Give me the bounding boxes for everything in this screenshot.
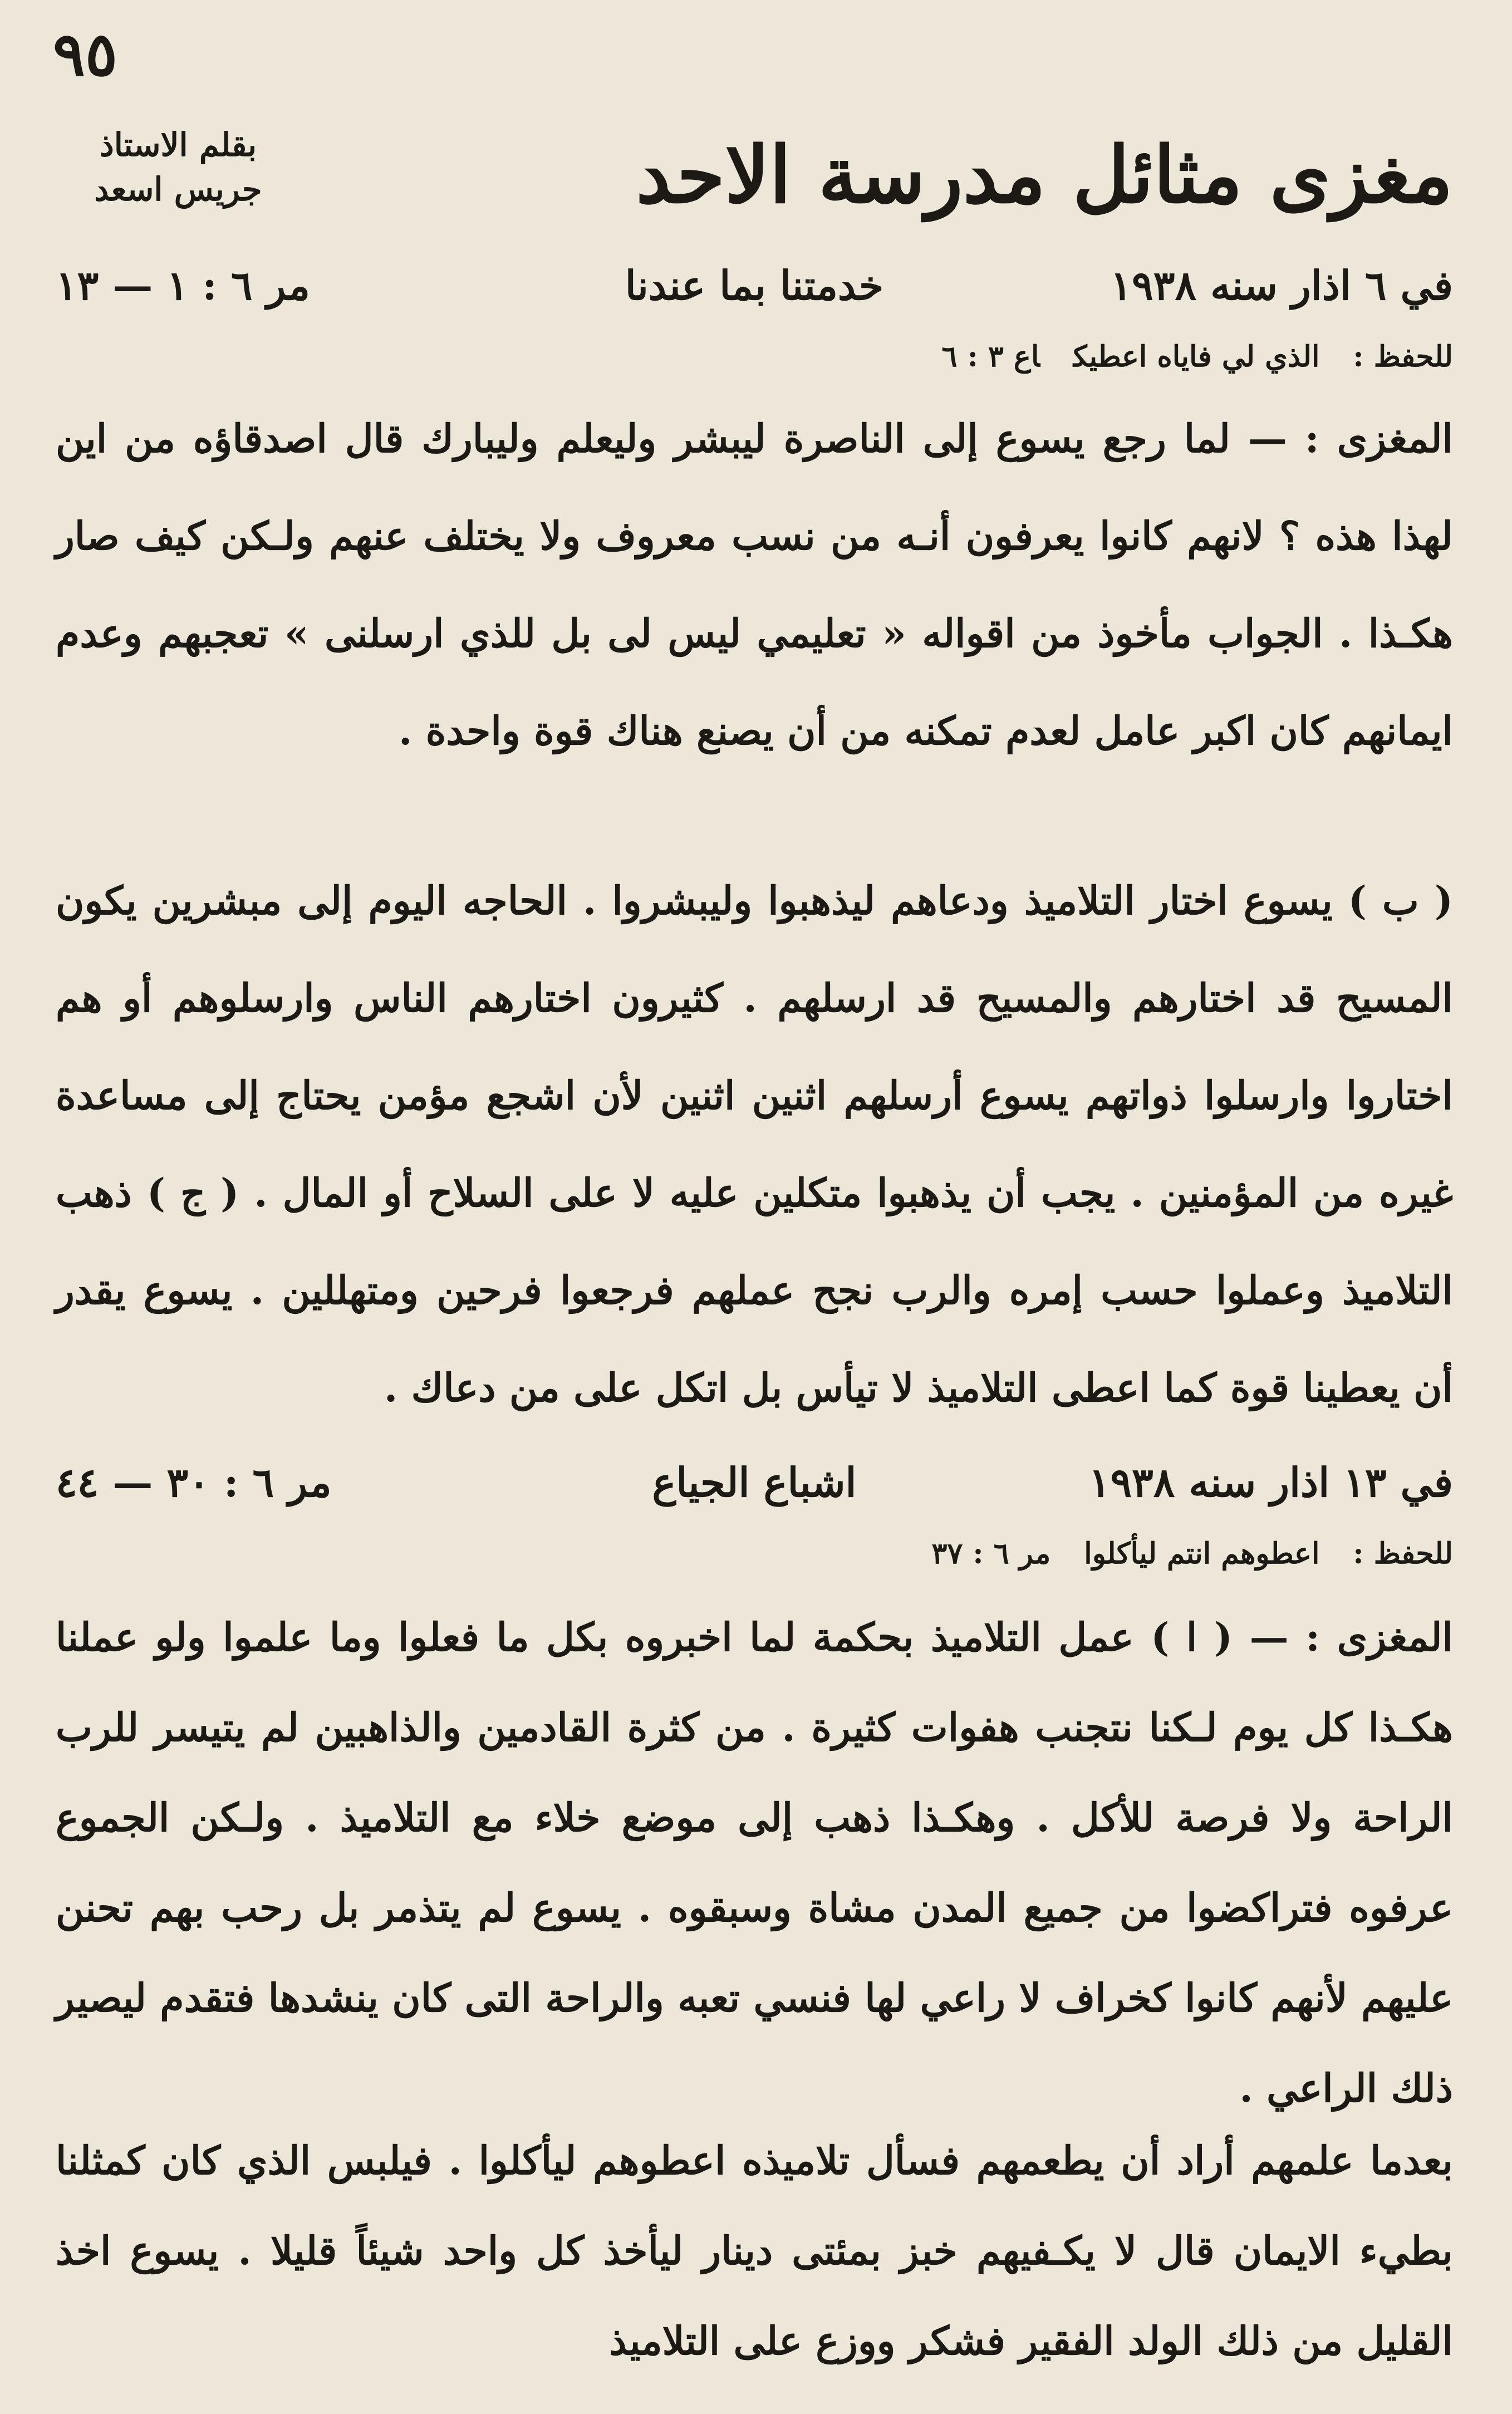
lesson-1-memory-text: الذي لي فاياه اعطيك — [1073, 340, 1320, 374]
page-number: ٩٥ — [53, 19, 118, 90]
lesson-2-header — [56, 1459, 1453, 1514]
author-line-2: جريس اسعد — [94, 170, 262, 208]
article-header — [56, 122, 1453, 251]
lesson-2-memory-verse — [56, 1537, 1453, 1571]
lesson-2-memory-label: للحفظ : — [1353, 1537, 1453, 1571]
lesson-2-memory-ref: مر ٦ : ٣٧ — [931, 1537, 1051, 1571]
lesson-1-topic: خدمتنا بما عندنا — [625, 262, 884, 309]
lesson-1-memory-verse — [56, 340, 1453, 374]
lesson-2-paragraph-1: المغزى : — ( ا ) عمل التلاميذ بحكمة لما اخبروه بكل ما فعلوا وما علموا ولو عملنا هكـذا كل يوم لـكنا نتجنب هفوات كثيرة . من كثرة القادمين والذاهبين لم يتيسر للرب الراحة ولا فرصة للأكل . وهكـذا ذهب إلى موضع خلاء مع التلاميذ . ولـكن الجموع عرفوه فتراكضوا من جميع المدن مشاة وسبقوه . يسوع لم يتذمر بل رحب بهم تحنن عليهم لأنهم كانوا كخراف لا راعي لها فنسي تعبه والراحة التى كان ينشدها فتقدم ليصير ذلك الراعي . — [56, 1614, 1453, 2111]
lesson-1-paragraph-1: المغزى : — لما رجع يسوع إلى الناصرة ليبشر وليعلم وليبارك قال اصدقاؤه من اين لهذا هذه ؟ لانهم كانوا يعرفون أنـه من نسب معروف ولا يختلف عنهم ولـكن كيف صار هكـذا . الجواب مأخوذ من اقواله « تعليمي ليس لى بل للذي ارسلنى » تعجبهم وعدم ايمانهم كان اكبر عامل لعدم تمكنه من أن يصنع هناك قوة واحدة . — [56, 415, 1453, 754]
lesson-1-paragraph-2: ( ب ) يسوع اختار التلاميذ ودعاهم ليذهبوا وليبشروا . الحاجه اليوم إلى مبشرين يكون المسيح قد اختارهم والمسيح قد ارسلهم . كثيرون اختارهم الناس وارسلوهم أو هم اختاروا وارسلوا ذواتهم يسوع أرسلهم اثنين اثنين لأن اشجع مؤمن يحتاج إلى مساعدة غيره من المؤمنين . يجب أن يذهبوا متكلين عليه لا على السلاح أو المال . ( ج ) ذهب التلاميذ وعملوا حسب إمره والرب نجح عملهم فرجعوا فرحين ومتهللين . يسوع يقدر أن يعطينا قوة كما اعطى التلاميذ لا تيأس بل اتكل على من دعاك . — [56, 877, 1453, 1411]
lesson-1-date: في ٦ اذار سنه ١٩٣٨ — [1110, 262, 1453, 309]
article-title: مغزى مثائل مدرسة الاحد — [636, 130, 1453, 221]
lesson-1-reference: مر ٦ : ١ — ١٣ — [56, 262, 310, 309]
lesson-1-memory-label: للحفظ : — [1353, 340, 1453, 374]
lesson-2-memory-text: اعطوهم انتم ليأكلوا — [1084, 1537, 1320, 1571]
lesson-1-memory-ref: اع ٣ : ٦ — [941, 340, 1040, 374]
author-line-1: بقلم الاستاذ — [99, 126, 257, 164]
lesson-2-date: في ١٣ اذار سنه ١٩٣٨ — [1088, 1459, 1453, 1506]
lesson-2-reference: مر ٦ : ٣٠ — ٤٤ — [56, 1459, 332, 1506]
lesson-1-header — [56, 262, 1453, 317]
lesson-2-topic: اشباع الجياع — [652, 1459, 857, 1506]
lesson-2-paragraph-2: بعدما علمهم أراد أن يطعمهم فسأل تلاميذه اعطوهم ليأكلوا . فيلبس الذي كان كمثلنا بطيء الايمان قال لا يكـفيهم خبز بمئتى دينار ليأخذ كل واحد شيئاً قليلا . يسوع اخذ القليل من ذلك الولد الفقير فشكر ووزع على التلاميذ — [56, 2137, 1453, 2364]
author-byline — [56, 122, 301, 212]
